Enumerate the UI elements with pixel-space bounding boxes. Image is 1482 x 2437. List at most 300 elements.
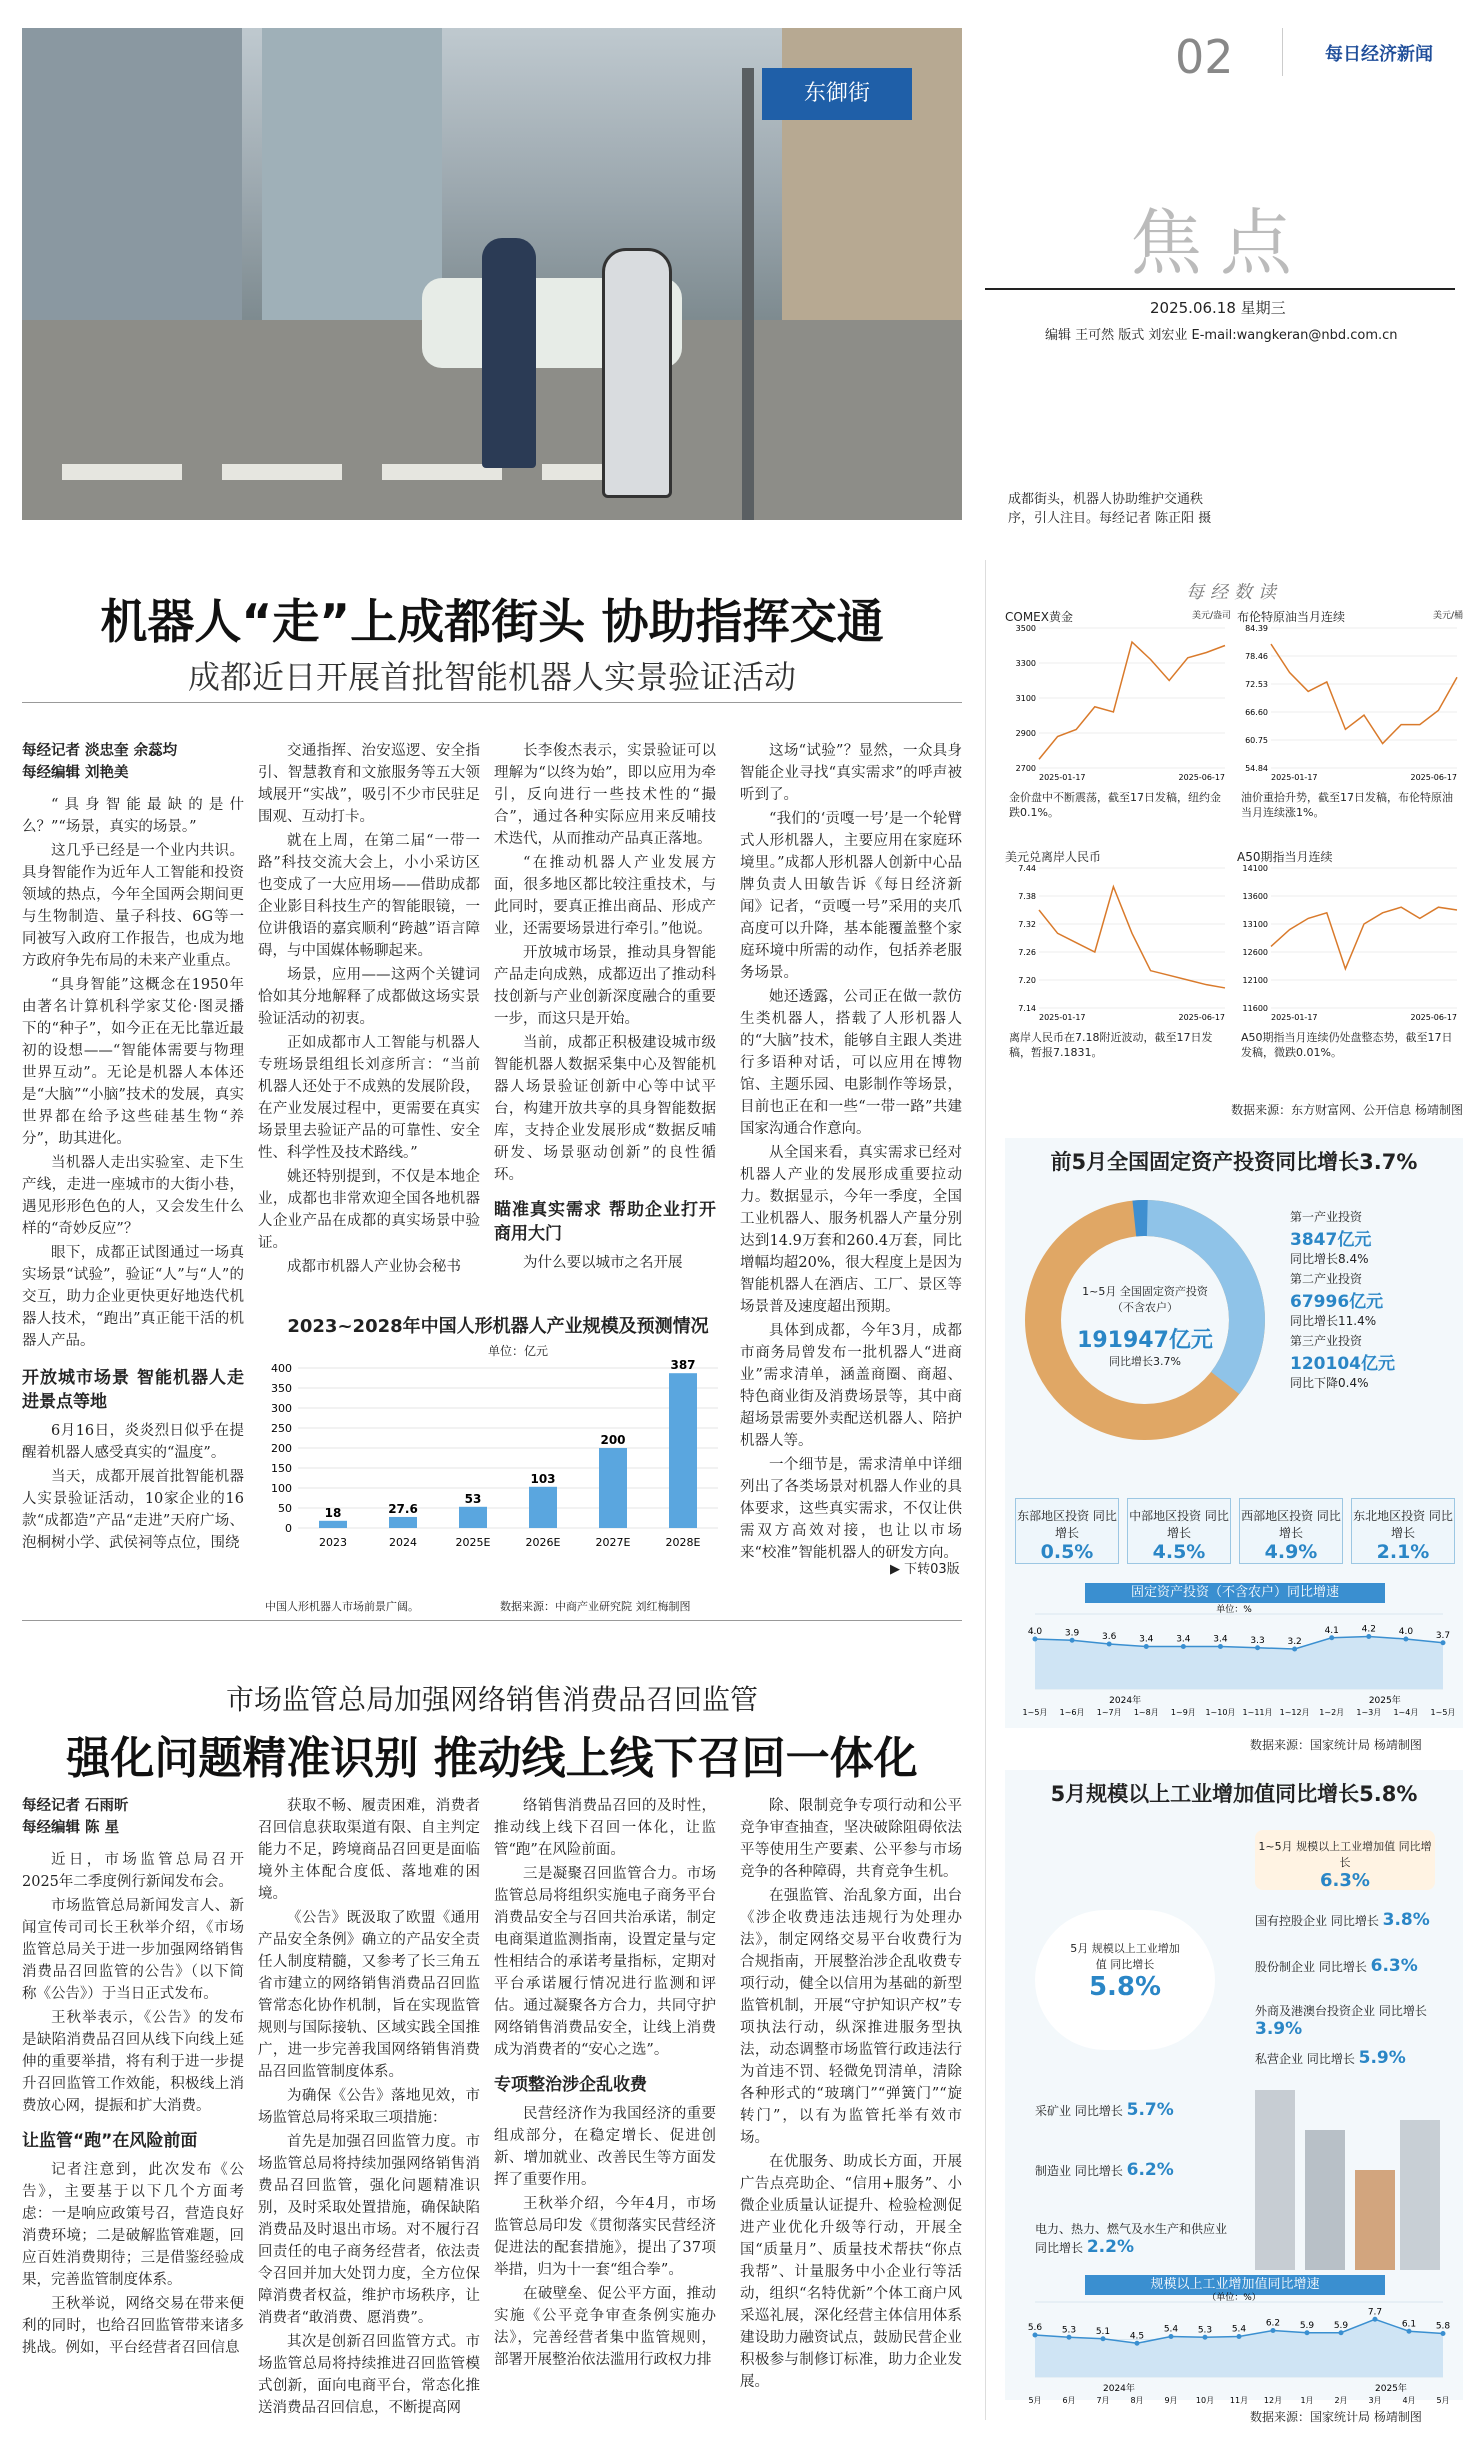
section-title: 焦点 (1130, 201, 1311, 285)
paragraph: 眼下，成都正试图通过一场真实场景“试验”，验证“人”与“人”的交互，助力企业更快更好地迭代机器人技术，“跑出”真正能干活的机器人产品。 (22, 1245, 244, 1349)
fai-center-value: 191947亿元 (1077, 1328, 1213, 1353)
trend-value-label: 4.1 (1324, 1625, 1339, 1636)
x-start-label: 2025-01-17 (1039, 773, 1086, 782)
trend-value-label: 6.2 (1265, 2318, 1281, 2329)
fai-region-box (1351, 1498, 1455, 1564)
trend-point (1292, 1647, 1297, 1652)
fai-trend-chart (1005, 1604, 1463, 1724)
trend-point (1101, 2336, 1106, 2341)
year-label: 2025年 (1375, 2384, 1407, 2394)
paragraph: 当机器人走出实验室、走下生产线，走进一座城市的大街小巷，遇见形形色色的人，又会发生什么样的“奇妙反应”？ (22, 1155, 244, 1237)
trend-point (1329, 1635, 1334, 1640)
bar (529, 1487, 557, 1528)
story1-subhead-2: 瞄准真实需求 帮助企业打开商用大门 (494, 1200, 716, 1244)
paragraph: 首先是加强召回监管力度。市场监管总局将持续加强网络销售消费品召回监管，强化问题精准识别，及时采取处置措施，确保缺陷消费品及时退出市场。对不履行召回责任的电子商务经营者，依法责令召回并加大处罚力度，全方位保障消费者权益，维护市场秩序，让消费者“敢消费、愿消费”。 (258, 2134, 480, 2326)
y-tick-label: 200 (271, 1442, 292, 1455)
trend-x-label: 11月 (1229, 2396, 1249, 2405)
paragraph: 在强监管、治乱象方面，出台《涉企收费违法违规行为处理办法》，制定网络交易平台收费行为合规指南，开展整治涉企乱收费专项行动，健全以信用为基础的新型监管机制，开展“守护知识产权”专项执法行动，纵深推进服务型执法，动态调整市场监管行政违法行为首违不罚、轻微免罚清单，清除各种形式的“玻璃门”“弹簧门”“旋转门”，以有为监管托举有效市场。 (740, 1888, 962, 2146)
bar-chart-title: 2023~2028年中国人形机器人产业规模及预测情况 (287, 1316, 709, 1337)
bar-chart-note: 中国人形机器人市场前景广阔。 (265, 1600, 419, 1613)
trend-point (1305, 2330, 1310, 2335)
fai-region-box (1127, 1498, 1231, 1564)
ind-item (1035, 2160, 1235, 2180)
trend-point (1237, 2334, 1242, 2339)
trend-point (1169, 2334, 1174, 2339)
x-end-label: 2025-06-17 (1178, 773, 1225, 782)
fai-region-label: 东部地区投资 同比增长 (1017, 1509, 1117, 1540)
trend-point (1373, 2317, 1378, 2322)
trend-value-label: 5.9 (1333, 2320, 1349, 2331)
trend-x-label: 1~12月 (1279, 1708, 1310, 1717)
fai-donut (1015, 1190, 1275, 1450)
paragraph: 就在上周，在第二届“一带一路”科技交流大会上，小小采访区也变成了一大应用场——借助成都企业影目科技生产的智能眼镜，一位讲俄语的嘉宾顺利“跨越”语言障碍，与中国媒体畅聊起来。 (258, 833, 480, 959)
x-start-label: 2025-01-17 (1039, 1013, 1086, 1022)
trend-x-label: 1~5月 (1430, 1708, 1456, 1717)
bar-value-label: 18 (324, 1505, 342, 1520)
story1-col4 (740, 740, 962, 1566)
story2-subhead-1: 让监管“跑”在风险前面 (22, 2131, 198, 2151)
series-line (1271, 907, 1457, 969)
y-tick-label: 2700 (1015, 764, 1036, 773)
series-line (1039, 642, 1225, 759)
trend-unit: 单位：% (1216, 1605, 1252, 1615)
trend-point (1407, 2329, 1412, 2334)
trend-value-label: 6.1 (1401, 2319, 1417, 2330)
x-tick-label: 2026E (525, 1536, 561, 1549)
y-tick-label: 350 (271, 1382, 292, 1395)
bar-value-label: 53 (464, 1491, 482, 1506)
trend-point (1144, 1644, 1149, 1649)
paragraph: 三是凝聚召回监管合力。市场监管总局将组织实施电子商务平台消费品安全与召回共治承诺，制定电商渠道监测指南，设置定量与定性相结合的承诺考量指标，定期对平台承诺履行情况进行监测和评估。通过凝聚各方合力，共同守护网络销售消费品安全，让线上消费成为消费者的“安心之选”。 (494, 1866, 716, 2058)
y-tick-label: 3300 (1015, 659, 1036, 668)
trend-x-label: 1~10月 (1205, 1708, 1236, 1717)
trend-x-label: 5月 (1028, 2396, 1042, 2405)
paragraph: 从全国来看，真实需求已经对机器人产业的发展形成重要拉动力。数据显示，今年一季度，全国工业机器人、服务机器人产量分别达到14.9万套和260.4万套，同比增幅均超20%，很大程度上是因为智能机器人在酒店、工厂、景区等场景普及速度超出预期。 (740, 1145, 962, 1315)
y-tick-label: 66.60 (1245, 708, 1268, 717)
trend-value-label: 3.3 (1250, 1635, 1265, 1646)
story2-col4 (740, 1795, 962, 2395)
y-tick-label: 13600 (1242, 892, 1268, 901)
bar-chart-panel (258, 1312, 738, 1562)
trend-area (1035, 1634, 1443, 1690)
trend-x-label: 9月 (1164, 2396, 1178, 2405)
story2-col1 (22, 1795, 244, 2361)
factory-chimney-icon (1255, 2090, 1295, 2270)
y-tick-label: 100 (271, 1482, 292, 1495)
ind-trend-chart (1005, 2292, 1463, 2407)
story2-kicker: 市场监管总局加强网络销售消费品召回监管 (225, 1683, 758, 1716)
trend-x-label: 3月 (1368, 2396, 1382, 2405)
y-tick-label: 50 (278, 1502, 292, 1515)
story1-col2 (258, 740, 480, 1280)
trend-x-label: 12月 (1263, 2396, 1283, 2405)
news-photo (22, 28, 962, 520)
paragraph: 这场“试验”？显然，一众具身智能企业寻找“真实需求”的呼声被听到了。 (740, 743, 962, 803)
y-tick-label: 72.53 (1245, 680, 1268, 689)
y-tick-label: 54.84 (1245, 764, 1268, 773)
trend-point (1070, 1638, 1075, 1643)
y-tick-label: 7.44 (1018, 864, 1036, 873)
mini-chart-name: A50期指当月连续 (1237, 850, 1333, 864)
bar (459, 1507, 487, 1528)
fai-legend-label: 第三产业投资 (1290, 1334, 1363, 1348)
ind-center-value: 5.8% (1088, 1972, 1162, 2002)
trend-x-label: 10月 (1195, 2396, 1215, 2405)
trend-x-label: 8月 (1130, 2396, 1144, 2405)
fai-legend-growth: 同比下降0.4% (1290, 1376, 1369, 1390)
paragraph: 长李俊杰表示，实景验证可以理解为“以终为始”，即以应用为牵引，反向进行一些技术性的“撮合”，通过各种实际应用来反哺技术迭代，从而推动产品真正落地。 (494, 743, 716, 847)
trend-x-label: 1~11月 (1242, 1708, 1273, 1717)
ind-item (1035, 2220, 1235, 2257)
trend-x-label: 4月 (1402, 2396, 1416, 2405)
humanoid-robot (602, 248, 672, 498)
mini-chart-name: COMEX黄金 (1005, 610, 1073, 624)
fai-legend-growth: 同比增长8.4% (1290, 1252, 1369, 1266)
fai-trend-title: 固定资产投资（不含农户）同比增速 (1085, 1583, 1385, 1603)
fai-legend-value: 67996亿元 (1290, 1292, 1384, 1312)
trend-value-label: 5.1 (1095, 2326, 1111, 2337)
trend-value-label: 3.2 (1287, 1637, 1302, 1647)
fai-center-label: 1~5月 全国固定资产投资（不含农户） (1082, 1285, 1208, 1314)
trend-point (1218, 1644, 1223, 1649)
trend-x-label: 1~5月 (1022, 1708, 1048, 1717)
continued-note: ▶ 下转03版 (890, 1562, 960, 1577)
ind-item-label: 私营企业 同比增长 (1255, 2052, 1359, 2066)
trend-x-label: 6月 (1062, 2396, 1076, 2405)
ind-item-value: 3.9% (1255, 2019, 1303, 2039)
y-tick-label: 14100 (1242, 864, 1268, 873)
story2-reporter: 每经记者 石雨昕 (22, 1798, 129, 1814)
trend-point (1033, 1637, 1038, 1642)
y-tick-label: 3100 (1015, 694, 1036, 703)
trend-x-label: 1~9月 (1170, 1708, 1196, 1717)
bar-value-label: 27.6 (388, 1501, 418, 1516)
x-start-label: 2025-01-17 (1271, 773, 1318, 782)
x-tick-label: 2024 (389, 1536, 417, 1549)
paragraph: 成都市机器人产业协会秘书 (287, 1259, 461, 1275)
trend-point (1339, 2330, 1344, 2335)
mini-chart-svg (1237, 864, 1463, 1029)
fai-region-box (1239, 1498, 1343, 1564)
bar-chart-unit: 单位：亿元 (488, 1344, 549, 1358)
trend-value-label: 5.3 (1197, 2325, 1213, 2336)
paragraph: 为什么要以城市之名开展 (523, 1255, 683, 1271)
story1-headline: 机器人“走”上成都街头 协助指挥交通 (100, 595, 884, 650)
fai-legend-value: 3847亿元 (1290, 1230, 1372, 1250)
editor-line: 每经编辑 刘艳美 (22, 765, 129, 781)
paragraph: 王秋举说，网络交易在带来便利的同时，也给召回监管带来诸多挑战。例如，平台经营者召回信息 (22, 2296, 244, 2356)
factory-building-icon (1355, 2170, 1395, 2270)
ind-range-label: 1~5月 规模以上工业增加值 同比增长 (1258, 1840, 1432, 1869)
data-panel-source: 数据来源：东方财富网、公开信息 杨靖制图 (1231, 1103, 1463, 1117)
trend-x-label: 1月 (1300, 2396, 1314, 2405)
ind-item (1255, 1956, 1455, 1976)
trend-x-label: 1~4月 (1393, 1708, 1419, 1717)
trend-value-label: 3.4 (1213, 1634, 1228, 1645)
paragraph: 市场监管总局新闻发言人、新闻宣传司司长王秋举介绍，《市场监管总局关于进一步加强网络销售消费品召回监管的公告》（以下简称《公告》）于当日正式发布。 (22, 1898, 244, 2002)
mini-chart-note: 金价盘中不断震荡，截至17日发稿，纽约金跌0.1%。 (1009, 791, 1221, 819)
paragraph: 这几乎已经是一个业内共识。具身智能作为近年人工智能和投资领域的热点，今年全国两会期间更与生物制造、量子科技、6G等一同被写入政府工作报告，也成为地方政府争先布局的未来产业重点。 (22, 843, 244, 969)
paragraph: 《公告》既汲取了欧盟《通用产品安全条例》确立的产品安全责任人制度精髓，又参考了长三角五省市建立的网络销售消费品召回监管常态化协作机制，旨在实现监管规则与国际接轨、区域实践全国推广，进一步完善我国网络销售消费品召回监管制度体系。 (258, 1910, 480, 2080)
fai-source: 数据来源：国家统计局 杨靖制图 (1250, 1738, 1422, 1752)
bar-chart-svg (258, 1360, 738, 1560)
paragraph: 近日，市场监管总局召开2025年二季度例行新闻发布会。 (22, 1852, 244, 1890)
trend-x-label: 1~8月 (1133, 1708, 1159, 1717)
data-panel-title: 每经数读 (1186, 582, 1282, 603)
page-number: 02 (1175, 30, 1234, 84)
data-panel (1005, 578, 1463, 1118)
fai-legend-item (1290, 1270, 1460, 1329)
year-label: 2025年 (1368, 1696, 1401, 1706)
paragraph: “具身智能”这概念在1950年由著名计算机科学家艾伦·图灵播下的“种子”，如今正在无比靠近最初的设想——“智能体需要与物理世界互动”。无论是机器人本体还是“大脑”“小脑”技术的发展，真实世界都在给予这些硅基生物“养分”，助其进化。 (22, 977, 244, 1147)
y-tick-label: 7.14 (1018, 1004, 1036, 1013)
paragraph: 交通指挥、治安巡逻、安全指引、智慧教育和文旅服务等五大领域展开“实战”，吸引不少市民驻足围观、互动打卡。 (258, 743, 480, 825)
trend-value-label: 3.4 (1176, 1634, 1191, 1645)
trend-x-label: 1~6月 (1059, 1708, 1085, 1717)
trend-value-label: 5.3 (1061, 2325, 1077, 2336)
paragraph: 具体到成都，今年3月，成都市商务局曾发布一批机器人“进商业”需求清单，涵盖商圈、商超、特色商业街及消费场景等，其中商超场景需要外卖配送机器人、陪护机器人等。 (740, 1323, 962, 1449)
trend-value-label: 5.6 (1027, 2323, 1043, 2333)
fai-region-box (1015, 1498, 1119, 1564)
trend-value-label: 4.0 (1398, 1627, 1414, 1637)
paragraph: 获取不畅、履责困难，消费者召回信息获取渠道有限、自主判定能力不足，跨境商品召回更是面临境外主体配合度低、落地难的困境。 (258, 1798, 480, 1902)
story2-headline: 强化问题精准识别 推动线上线下召回一体化 (66, 1733, 918, 1784)
reporter-line: 每经记者 淡忠奎 余蕊均 (22, 743, 178, 759)
ind-item (1035, 2100, 1235, 2120)
paragraph: 在优服务、助成长方面，开展广告点亮助企、“信用+服务”、小微企业质量认证提升、检验检测促进产业优化升级等行动，开展全国“质量月”、质量技术帮扶“你点我帮”、计量服务中小企业行等活动，组织“名特优新”个体工商户风采巡礼展，深化经营主体信用体系建设助力融资试点，鼓励民营企业积极参与制修订标准，助力企业发展。 (740, 2154, 962, 2390)
paragraph: “在推动机器人产业发展方面，很多地区都比较注重技术，与此同时，要真正推出商品、形成产业，还需要场景进行牵引。”他说。 (494, 855, 716, 937)
y-tick-label: 150 (271, 1462, 292, 1475)
mini-chart (1005, 848, 1231, 1078)
street-sign: 东御街 (762, 68, 912, 120)
paragraph: 在破壁垒、促公平方面，推动实施《公平竞争审查条例实施办法》，完善经营者集中监管规则，部署开展整治依法滥用行政权力排 (494, 2286, 716, 2368)
ind-item-label: 制造业 同比增长 (1035, 2164, 1127, 2178)
ind-item (1255, 1910, 1455, 1930)
ind-item-value: 2.2% (1086, 2237, 1134, 2257)
trend-value-label: 4.2 (1361, 1624, 1376, 1635)
paragraph: 王秋举表示，《公告》的发布是缺陷消费品召回从线下向线上延伸的重要举措，将有利于进一步提升召回监管工作效能，积极线上消费放心网，提振和扩大消费。 (22, 2010, 244, 2114)
trend-point (1441, 1640, 1446, 1645)
issue-date: 2025.06.18 星期三 (1150, 299, 1286, 317)
story1-subhead-1: 开放城市场景 智能机器人走进景点等地 (22, 1368, 244, 1412)
ind-item-value: 5.9% (1358, 2048, 1406, 2068)
ind-item-label: 国有控股企业 同比增长 (1255, 1914, 1383, 1928)
trend-point (1135, 2341, 1140, 2346)
ind-item (1255, 2002, 1455, 2039)
y-tick-label: 0 (285, 1522, 292, 1535)
ind-source: 数据来源：国家统计局 杨靖制图 (1250, 2410, 1422, 2424)
bar-value-label: 103 (530, 1471, 556, 1486)
fai-region-label: 东北地区投资 同比增长 (1353, 1509, 1453, 1540)
y-tick-label: 7.32 (1018, 920, 1036, 929)
paragraph: 民营经济作为我国经济的重要组成部分，在稳定增长、促进创新、增加就业、改善民生等方面发挥了重要作用。 (494, 2106, 716, 2188)
y-tick-label: 12100 (1242, 976, 1268, 985)
paragraph: 姚还特别提到，不仅是本地企业，成都也非常欢迎全国各地机器人企业产品在成都的真实场景中验证。 (258, 1169, 480, 1251)
fai-region-value: 4.9% (1264, 1541, 1318, 1563)
y-tick-label: 7.20 (1018, 976, 1036, 985)
ind-center-circle (1035, 1910, 1215, 2050)
x-tick-label: 2028E (665, 1536, 701, 1549)
trend-value-label: 3.7 (1435, 1630, 1451, 1641)
y-tick-label: 12600 (1242, 948, 1268, 957)
ind-range-value: 6.3% (1320, 1870, 1370, 1891)
mini-chart-note: A50期指当月连续仍处盘整态势，截至17日发稿，微跌0.01%。 (1241, 1031, 1453, 1059)
x-end-label: 2025-06-17 (1410, 773, 1457, 782)
x-tick-label: 2025E (455, 1536, 491, 1549)
fai-title: 前5月全国固定资产投资同比增长3.7% (1050, 1150, 1418, 1174)
y-tick-label: 7.26 (1018, 948, 1036, 957)
trend-point (1271, 2328, 1276, 2333)
trend-value-label: 7.7 (1367, 2307, 1383, 2318)
fai-legend-label: 第一产业投资 (1290, 1210, 1363, 1224)
ind-item-value: 5.7% (1126, 2100, 1174, 2120)
trend-point (1067, 2335, 1072, 2340)
bar (599, 1448, 627, 1528)
mini-chart-svg (1005, 864, 1231, 1029)
paragraph: 场景，应用——这两个关键词恰如其分地解释了成都做这场实景验证活动的初衷。 (258, 967, 480, 1027)
ind-item-label: 外商及港澳台投资企业 同比增长 (1255, 2004, 1427, 2018)
paragraph: 络销售消费品召回的及时性，推动线上线下召回一体化，让监管“跑”在风险前面。 (494, 1798, 716, 1858)
paragraph: 记者注意到，此次发布《公告》，主要基于以下几个方面考虑：一是响应政策号召，营造良好消费环境；二是破解监管难题，回应百姓消费期待；三是借鉴经验成果，完善监管制度体系。 (22, 2162, 244, 2288)
trend-x-label: 2月 (1334, 2396, 1348, 2405)
y-tick-label: 60.75 (1245, 736, 1268, 745)
y-tick-label: 78.46 (1245, 652, 1268, 661)
y-tick-label: 250 (271, 1422, 292, 1435)
fai-region-value: 4.5% (1152, 1541, 1206, 1563)
trend-value-label: 5.4 (1231, 2324, 1247, 2335)
trend-value-label: 4.0 (1027, 1627, 1043, 1637)
story1-col1 (22, 740, 244, 1556)
mini-chart-name: 美元兑离岸人民币 (1005, 850, 1102, 864)
factory-chimney-icon (1400, 2120, 1440, 2270)
trend-x-label: 5月 (1436, 2396, 1450, 2405)
story2-col3 (494, 1795, 716, 2373)
mini-chart-unit: 美元/盎司 (1191, 611, 1231, 621)
trend-point (1441, 2331, 1446, 2336)
series-line (1039, 887, 1225, 988)
mini-chart (1005, 608, 1231, 838)
paragraph: 她还透露，公司正在做一款仿生类机器人，搭载了人形机器人的“大脑”技术，能够自主跟人类进行多语种对话，可以应用在博物馆、主题乐园、电影制作等场景，目前也正在和一些“一带一路”共建国家沟通合作意向。 (740, 989, 962, 1137)
ind-item (1255, 2048, 1455, 2068)
mini-chart-name: 布伦特原油当月连续 (1237, 610, 1346, 624)
paragraph: 除、限制竞争专项行动和公平竞争审查抽查，坚决破除阻碍依法平等使用生产要素、公平参与市场竞争的各种障碍，共育竞争生机。 (740, 1798, 962, 1880)
paragraph: 6月16日，炎炎烈日似乎在提醒着机器人感受真实的“温度”。 (22, 1423, 244, 1461)
ind-center-label: 5月 规模以上工业增加值 同比增长 (1070, 1942, 1180, 1971)
trend-point (1181, 1644, 1186, 1649)
x-end-label: 2025-06-17 (1410, 1013, 1457, 1022)
paragraph: 其次是创新召回监管方式。市场监管总局将持续推进召回监管模式创新，面向电商平台，常态化推送消费品召回信息，不断提高网 (258, 2334, 480, 2416)
x-tick-label: 2023 (319, 1536, 347, 1549)
y-tick-label: 300 (271, 1402, 292, 1415)
x-end-label: 2025-06-17 (1178, 1013, 1225, 1022)
story2-subhead-2: 专项整治涉企乱收费 (494, 2075, 647, 2095)
trend-value-label: 3.6 (1102, 1632, 1117, 1642)
ind-title: 5月规模以上工业增加值同比增长5.8% (1050, 1782, 1418, 1806)
paragraph: 当天，成都开展首批智能机器人实景验证活动，10家企业的16款“成都造”产品“走进”天府广场、泡桐树小学、武侯祠等点位，围绕 (22, 1469, 244, 1551)
fai-panel (1005, 1138, 1463, 1728)
story2-editor: 每经编辑 陈 星 (22, 1820, 120, 1836)
traffic-officer (482, 238, 536, 468)
ind-item-label: 股份制企业 同比增长 (1255, 1960, 1371, 1974)
story1-subheadline: 成都近日开展首批智能机器人实景验证活动 (187, 658, 796, 696)
y-tick-label: 7.38 (1018, 892, 1036, 901)
trend-point (1107, 1642, 1112, 1647)
fai-region-value: 2.1% (1376, 1541, 1430, 1563)
bar (669, 1373, 697, 1528)
fai-legend-label: 第二产业投资 (1290, 1272, 1363, 1286)
mini-chart (1237, 848, 1463, 1078)
trend-x-label: 7月 (1096, 2396, 1110, 2405)
trend-unit: （单位：%） (1207, 2293, 1261, 2303)
story2-col2 (258, 1795, 480, 2421)
ind-panel (1005, 1770, 1463, 2405)
trend-point (1203, 2335, 1208, 2340)
newspaper-name: 每日经济新闻 (1325, 44, 1433, 65)
fai-legend-growth: 同比增长11.4% (1290, 1314, 1377, 1328)
y-tick-label: 13100 (1242, 920, 1268, 929)
photo-caption: 成都街头，机器人协助维护交通秩序，引人注目。每经记者 陈正阳 摄 (1008, 492, 1212, 526)
mini-chart-note: 油价重拾升势，截至17日发稿，布伦特原油当月连续涨1%。 (1241, 791, 1453, 819)
factory-chimney-icon (1305, 2130, 1345, 2270)
ind-item-value: 3.8% (1382, 1910, 1430, 1930)
mini-chart-svg (1005, 624, 1231, 789)
trend-value-label: 5.8 (1435, 2321, 1451, 2332)
year-label: 2024年 (1109, 1696, 1142, 1706)
mini-chart-svg (1237, 624, 1463, 789)
trend-value-label: 3.9 (1064, 1628, 1080, 1639)
fai-center-growth: 同比增长3.7% (1109, 1355, 1181, 1368)
ind-item-value: 6.2% (1126, 2160, 1174, 2180)
ind-item-label: 采矿业 同比增长 (1035, 2104, 1127, 2118)
ind-trend-title: 规模以上工业增加值同比增速 (1085, 2275, 1385, 2295)
trend-point (1033, 2333, 1038, 2338)
trend-value-label: 3.4 (1139, 1634, 1154, 1645)
paragraph: 当前，成都正积极建设城市级智能机器人数据采集中心及智能机器人场景验证创新中心等中试平台，构建开放共享的具身智能数据库，支持企业发展形成“数据反哺研发、场景驱动创新”的良性循环。 (494, 1035, 716, 1183)
bar-chart-source: 数据来源：中商产业研究院 刘红梅制图 (500, 1600, 691, 1613)
paragraph: 为确保《公告》落地见效，市场监管总局将采取三项措施： (258, 2088, 480, 2126)
mini-chart-unit: 美元/桶 (1432, 611, 1463, 621)
x-tick-label: 2027E (595, 1536, 631, 1549)
y-tick-label: 2900 (1015, 729, 1036, 738)
trend-x-label: 1~2月 (1319, 1708, 1345, 1717)
editors-line: 编辑 王可然 版式 刘宏业 E-mail:wangkeran@nbd.com.cn (1045, 328, 1398, 343)
paragraph: 一个细节是，需求清单中详细列出了各类场景对机器人作业的具体要求，这些真实需求，不仅让供需双方高效对接，也让以市场来“校准”智能机器人的研发方向。 (740, 1457, 962, 1561)
mini-chart-note: 离岸人民币在7.18附近波动，截至17日发稿，暂报7.1831。 (1009, 1031, 1213, 1059)
trend-x-label: 1~7月 (1096, 1708, 1122, 1717)
fai-region-label: 西部地区投资 同比增长 (1241, 1509, 1341, 1540)
y-tick-label: 84.39 (1245, 624, 1268, 633)
paragraph: 正如成都市人工智能与机器人专班场景组组长刘彦所言：“当前机器人还处于不成熟的发展阶段，在产业发展过程中，更需要在真实场景里去验证产品的可靠性、安全性、科学性及技术路线。” (258, 1035, 480, 1161)
series-line (1271, 644, 1457, 743)
mini-chart (1237, 608, 1463, 838)
trend-point (1366, 1634, 1371, 1639)
paragraph: 王秋举介绍，今年4月，市场监管总局印发《贯彻落实民营经济促进法的配套措施》，提出了37项举措，归为十一套“组合拳”。 (494, 2196, 716, 2278)
fai-legend-item (1290, 1332, 1460, 1391)
y-tick-label: 11600 (1242, 1004, 1268, 1013)
story1-col3 (494, 740, 716, 1276)
trend-value-label: 5.9 (1299, 2320, 1315, 2331)
ind-item-value: 6.3% (1370, 1956, 1418, 1976)
paragraph: “具身智能最缺的是什么？”“场景，真实的场景。” (22, 797, 244, 835)
trend-value-label: 5.4 (1163, 2324, 1179, 2335)
bar (389, 1517, 417, 1528)
ind-range-box (1255, 1830, 1435, 1890)
y-tick-label: 400 (271, 1362, 292, 1375)
fai-region-value: 0.5% (1040, 1541, 1094, 1563)
trend-point (1255, 1645, 1260, 1650)
fai-legend-value: 120104亿元 (1290, 1354, 1395, 1374)
paragraph: “我们的‘贡嘎一号’是一个轮臂式人形机器人，主要应用在家庭环境里。”成都人形机器人创新中心品牌负责人田敏告诉《每日经济新闻》记者，“贡嘎一号”采用的夹爪高度可以升降，基本能覆盖整个家庭环境中所需的动作，包括养老服务场景。 (740, 811, 962, 981)
